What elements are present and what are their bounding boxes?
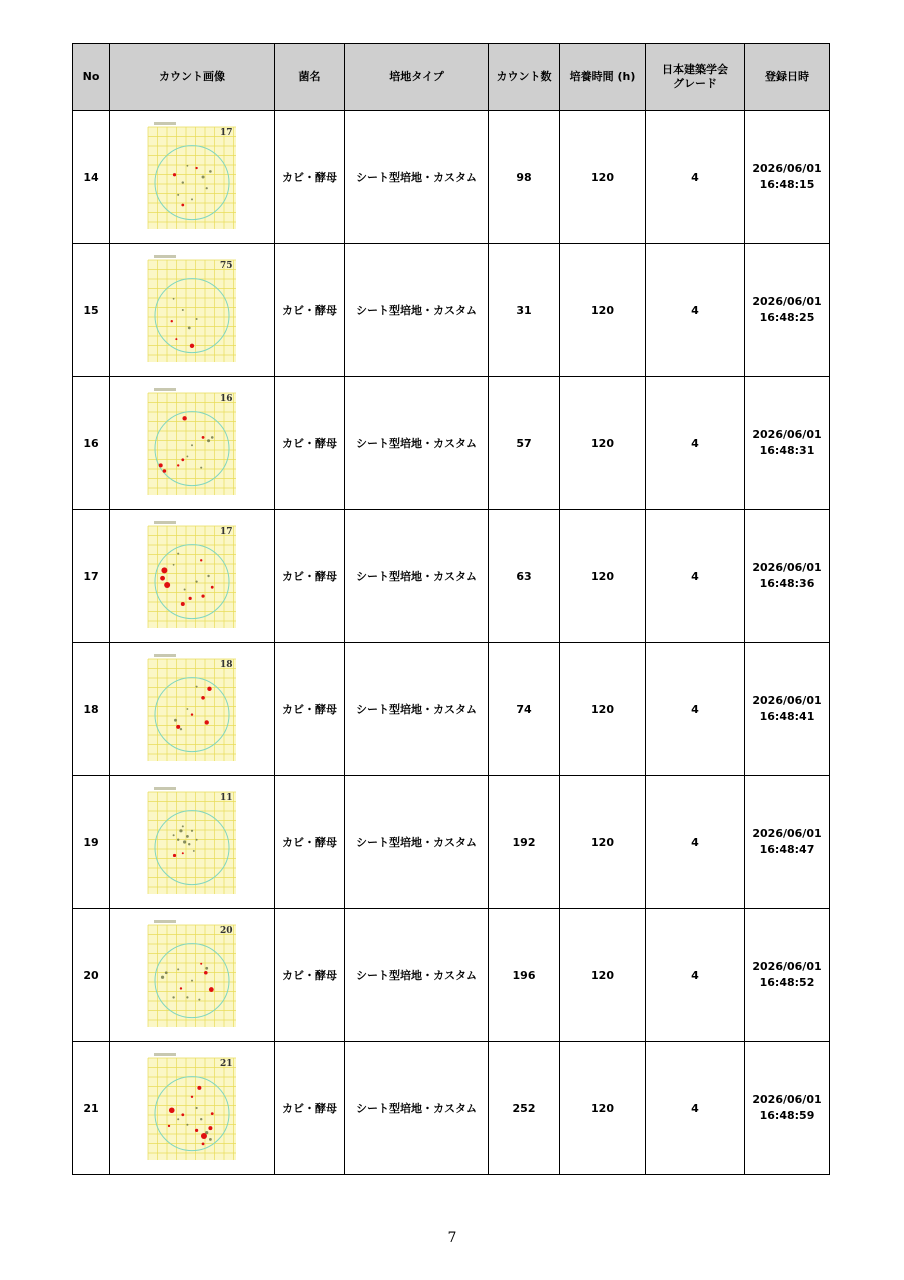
colony-mark-dark — [188, 327, 191, 330]
colony-mark-red — [176, 725, 180, 729]
row-species: カビ・酵母 — [275, 643, 345, 776]
plate-edge-mark — [154, 787, 176, 790]
colony-mark-dark — [205, 967, 208, 970]
row-count: 31 — [489, 244, 560, 377]
colony-mark-red — [163, 469, 167, 473]
registered-time: 16:48:25 — [759, 311, 815, 324]
colony-mark-red — [180, 987, 182, 989]
row-grade: 4 — [646, 643, 745, 776]
plate-edge-mark — [154, 122, 176, 125]
colony-mark-dark — [200, 1118, 202, 1120]
colony-mark-red — [182, 852, 184, 854]
colony-mark-dark — [191, 198, 193, 200]
colony-mark-dark — [182, 181, 184, 183]
colony-mark-dark — [191, 444, 193, 446]
registered-date: 2026/06/01 — [752, 694, 822, 708]
colony-mark-red — [175, 338, 177, 340]
registered-time: 16:48:59 — [759, 1109, 815, 1122]
colony-mark-dark — [177, 968, 179, 970]
row-registered-at — [745, 643, 830, 776]
row-medium-type: シート型培地・カスタム — [345, 909, 489, 1042]
plate-label: 75 — [220, 261, 233, 271]
colony-mark-red — [197, 1086, 201, 1090]
row-count: 74 — [489, 643, 560, 776]
plate-edge-mark — [154, 255, 176, 258]
table-header-row — [73, 44, 830, 111]
colony-mark-dark — [187, 165, 189, 167]
count-image — [146, 121, 238, 233]
plate-label: 16 — [220, 394, 233, 404]
row-grade: 4 — [646, 776, 745, 909]
plate-background — [148, 393, 236, 495]
row-no: 17 — [73, 510, 110, 643]
plate-background — [148, 659, 236, 761]
row-count-image — [110, 643, 275, 776]
row-count-image — [110, 244, 275, 377]
count-image — [146, 653, 238, 765]
colony-mark-dark — [165, 971, 168, 974]
header-incubation-hours: 培養時間 (h) — [560, 44, 646, 111]
row-count: 98 — [489, 111, 560, 244]
table-row — [73, 643, 830, 776]
colony-mark-red — [190, 344, 194, 348]
colony-mark-red — [205, 720, 209, 724]
colony-mark-red — [195, 167, 197, 169]
row-species: カビ・酵母 — [275, 1042, 345, 1175]
colony-mark-red — [173, 854, 176, 857]
colony-mark-dark — [173, 298, 175, 300]
row-medium-type: シート型培地・カスタム — [345, 1042, 489, 1175]
row-incubation-hours: 120 — [560, 643, 646, 776]
registered-time: 16:48:36 — [759, 577, 815, 590]
row-no: 14 — [73, 111, 110, 244]
plate-label: 17 — [220, 527, 233, 537]
table-body — [73, 111, 830, 1175]
row-no: 19 — [73, 776, 110, 909]
plate-label: 18 — [220, 660, 233, 670]
colony-mark-red — [207, 687, 211, 691]
colony-mark-red — [164, 582, 170, 588]
colony-mark-red — [177, 464, 179, 466]
row-registered-at — [745, 510, 830, 643]
colony-mark-dark — [198, 999, 200, 1001]
plate-background — [148, 792, 236, 894]
page-number: 7 — [447, 1230, 457, 1246]
row-incubation-hours: 120 — [560, 111, 646, 244]
colony-mark-red — [204, 971, 208, 975]
row-count: 252 — [489, 1042, 560, 1175]
header-aij-grade-line2: グレード — [673, 77, 717, 90]
plate-edge-mark — [154, 654, 176, 657]
header-no: No — [73, 44, 110, 111]
header-aij-grade — [646, 44, 745, 111]
plate-label: 20 — [220, 926, 233, 936]
row-medium-type: シート型培地・カスタム — [345, 111, 489, 244]
row-medium-type: シート型培地・カスタム — [345, 510, 489, 643]
colony-mark-dark — [196, 839, 198, 841]
colony-mark-red — [201, 595, 204, 598]
colony-mark-dark — [196, 686, 198, 688]
row-count: 196 — [489, 909, 560, 1042]
colony-mark-red — [195, 1129, 198, 1132]
colony-mark-dark — [182, 825, 184, 827]
registered-date: 2026/06/01 — [752, 1093, 822, 1107]
row-count-image — [110, 111, 275, 244]
colony-mark-dark — [186, 996, 188, 998]
colony-mark-dark — [177, 194, 179, 196]
colony-mark-dark — [184, 588, 186, 590]
row-grade: 4 — [646, 111, 745, 244]
colony-mark-dark — [173, 564, 175, 566]
row-registered-at — [745, 377, 830, 510]
row-grade: 4 — [646, 244, 745, 377]
colony-mark-dark — [191, 830, 193, 832]
colony-mark-dark — [172, 996, 174, 998]
colony-mark-dark — [177, 1118, 179, 1120]
registered-time: 16:48:41 — [759, 710, 815, 723]
colony-mark-dark — [173, 834, 175, 836]
row-incubation-hours: 120 — [560, 510, 646, 643]
row-registered-at — [745, 1042, 830, 1175]
row-no: 18 — [73, 643, 110, 776]
count-image — [146, 254, 238, 366]
row-count-image — [110, 909, 275, 1042]
table-row — [73, 377, 830, 510]
header-species: 菌名 — [275, 44, 345, 111]
registered-date: 2026/06/01 — [752, 827, 822, 841]
table-row — [73, 1042, 830, 1175]
row-grade: 4 — [646, 1042, 745, 1175]
row-medium-type: シート型培地・カスタム — [345, 643, 489, 776]
row-count-image — [110, 776, 275, 909]
plate-edge-mark — [154, 388, 176, 391]
colony-mark-dark — [196, 581, 198, 583]
colony-mark-dark — [174, 719, 177, 722]
count-image — [146, 786, 238, 898]
colony-mark-dark — [207, 575, 209, 577]
colony-mark-dark — [209, 170, 212, 173]
colony-mark-red — [182, 416, 186, 420]
colony-mark-red — [191, 713, 193, 715]
row-count: 192 — [489, 776, 560, 909]
plate-edge-mark — [154, 521, 176, 524]
row-no: 15 — [73, 244, 110, 377]
colony-mark-red — [171, 320, 173, 322]
colony-mark-red — [202, 436, 205, 439]
results-table — [72, 43, 830, 1175]
colony-mark-red — [200, 963, 202, 965]
registered-date: 2026/06/01 — [752, 162, 822, 176]
row-grade: 4 — [646, 510, 745, 643]
row-medium-type: シート型培地・カスタム — [345, 377, 489, 510]
colony-mark-red — [211, 586, 214, 589]
row-incubation-hours: 120 — [560, 244, 646, 377]
registered-time: 16:48:52 — [759, 976, 815, 989]
colony-mark-red — [209, 987, 214, 992]
row-grade: 4 — [646, 377, 745, 510]
plate-background — [148, 127, 236, 229]
row-incubation-hours: 120 — [560, 1042, 646, 1175]
colony-mark-dark — [209, 1138, 212, 1141]
table-row — [73, 776, 830, 909]
count-image — [146, 919, 238, 1031]
colony-mark-red — [189, 597, 192, 600]
colony-mark-dark — [196, 318, 198, 320]
colony-mark-dark — [180, 728, 182, 730]
colony-mark-red — [181, 1113, 184, 1116]
colony-mark-red — [160, 576, 165, 581]
colony-mark-red — [200, 559, 202, 561]
colony-mark-dark — [188, 843, 190, 845]
registered-time: 16:48:47 — [759, 843, 815, 856]
colony-mark-red — [181, 204, 184, 207]
row-count: 63 — [489, 510, 560, 643]
colony-mark-red — [169, 1107, 175, 1113]
colony-mark-dark — [211, 436, 214, 439]
colony-mark-dark — [187, 456, 189, 458]
row-incubation-hours: 120 — [560, 909, 646, 1042]
colony-mark-dark — [207, 439, 210, 442]
colony-mark-dark — [179, 829, 182, 832]
header-count-image: カウント画像 — [110, 44, 275, 111]
table-row — [73, 111, 830, 244]
colony-mark-red — [201, 1133, 207, 1139]
table-row — [73, 909, 830, 1042]
colony-mark-dark — [182, 309, 184, 311]
count-image — [146, 520, 238, 632]
plate-edge-mark — [154, 920, 176, 923]
row-count-image — [110, 1042, 275, 1175]
colony-mark-red — [173, 173, 176, 176]
colony-mark-dark — [200, 467, 202, 469]
row-species: カビ・酵母 — [275, 510, 345, 643]
colony-mark-dark — [187, 708, 189, 710]
colony-mark-red — [211, 1112, 214, 1115]
row-registered-at — [745, 111, 830, 244]
colony-mark-dark — [161, 976, 164, 979]
row-registered-at — [745, 909, 830, 1042]
row-no: 16 — [73, 377, 110, 510]
plate-label: 17 — [220, 128, 233, 138]
plate-background — [148, 925, 236, 1027]
row-grade: 4 — [646, 909, 745, 1042]
row-no: 20 — [73, 909, 110, 1042]
row-registered-at — [745, 244, 830, 377]
table-row — [73, 244, 830, 377]
colony-mark-red — [191, 1096, 193, 1098]
colony-mark-dark — [177, 553, 179, 555]
row-registered-at — [745, 776, 830, 909]
plate-label: 21 — [220, 1059, 233, 1069]
colony-mark-dark — [202, 176, 205, 179]
colony-mark-red — [208, 1126, 212, 1130]
registered-date: 2026/06/01 — [752, 295, 822, 309]
registered-time: 16:48:31 — [759, 444, 815, 457]
row-incubation-hours: 120 — [560, 377, 646, 510]
colony-mark-dark — [206, 187, 208, 189]
plate-background — [148, 1058, 236, 1160]
colony-mark-dark — [183, 840, 186, 843]
colony-mark-dark — [186, 835, 189, 838]
header-aij-grade-line1: 日本建築学会 — [662, 63, 728, 77]
row-species: カビ・酵母 — [275, 111, 345, 244]
colony-mark-dark — [177, 839, 179, 841]
colony-mark-red — [159, 463, 163, 467]
colony-mark-dark — [196, 1107, 198, 1109]
row-species: カビ・酵母 — [275, 244, 345, 377]
registered-date: 2026/06/01 — [752, 561, 822, 575]
colony-mark-dark — [193, 850, 195, 852]
colony-mark-red — [181, 458, 184, 461]
row-species: カビ・酵母 — [275, 377, 345, 510]
count-image — [146, 1052, 238, 1164]
header-registered-at: 登録日時 — [745, 44, 830, 111]
colony-mark-red — [202, 1142, 205, 1145]
colony-mark-dark — [191, 980, 193, 982]
registered-date: 2026/06/01 — [752, 960, 822, 974]
row-medium-type: シート型培地・カスタム — [345, 776, 489, 909]
row-species: カビ・酵母 — [275, 909, 345, 1042]
colony-mark-red — [201, 696, 205, 700]
header-medium-type: 培地タイプ — [345, 44, 489, 111]
count-image — [146, 387, 238, 499]
row-count-image — [110, 510, 275, 643]
colony-mark-red — [161, 567, 167, 573]
row-species: カビ・酵母 — [275, 776, 345, 909]
registered-date: 2026/06/01 — [752, 428, 822, 442]
row-no: 21 — [73, 1042, 110, 1175]
row-count: 57 — [489, 377, 560, 510]
row-incubation-hours: 120 — [560, 776, 646, 909]
colony-mark-dark — [186, 1124, 188, 1126]
row-count-image — [110, 377, 275, 510]
colony-mark-red — [181, 602, 185, 606]
plate-label: 11 — [220, 793, 233, 803]
registered-time: 16:48:15 — [759, 178, 815, 191]
row-medium-type: シート型培地・カスタム — [345, 244, 489, 377]
table-row — [73, 510, 830, 643]
colony-mark-red — [168, 1125, 170, 1127]
header-count: カウント数 — [489, 44, 560, 111]
plate-edge-mark — [154, 1053, 176, 1056]
